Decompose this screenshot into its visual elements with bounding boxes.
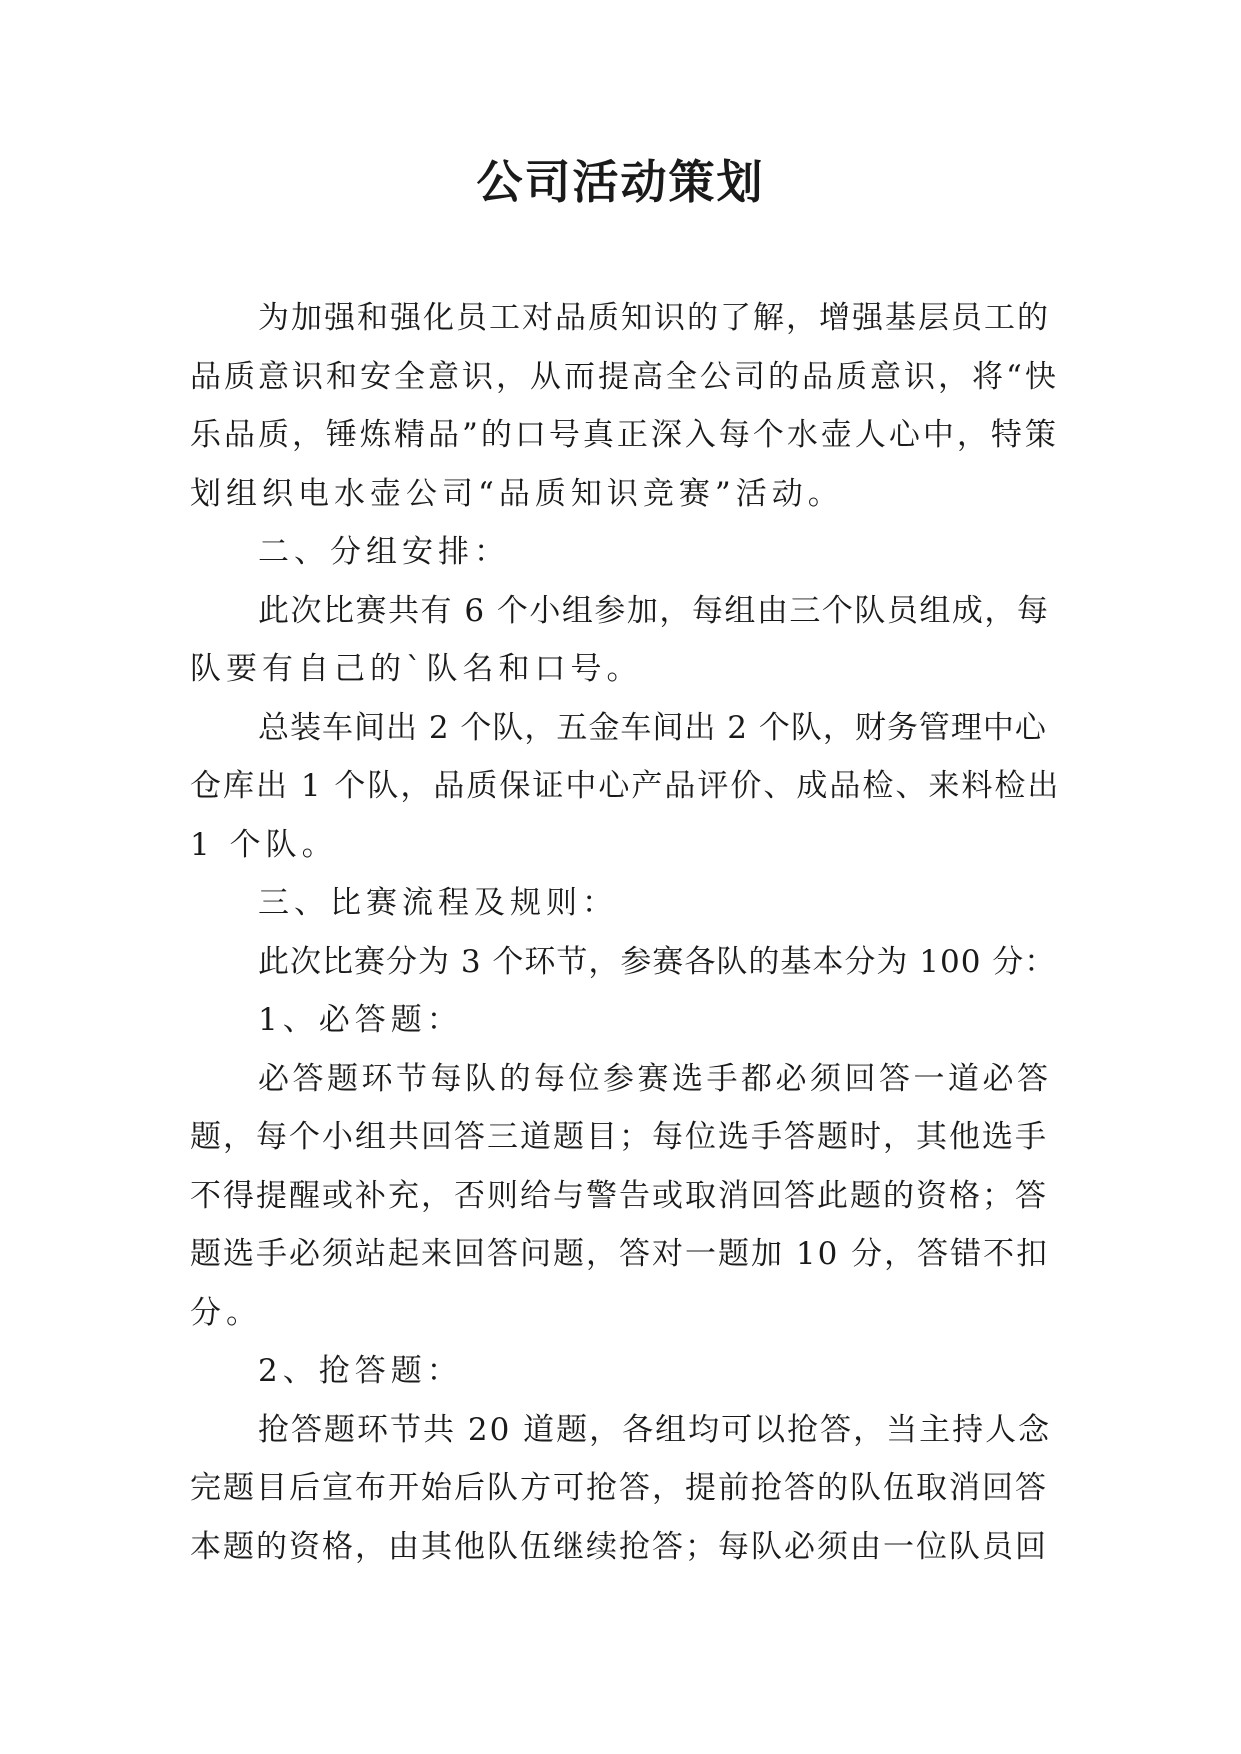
document-title: 公司活动策划 (476, 155, 765, 209)
body-line: 仓库出 1 个队，品质保证中心产品评价、成品检、来料检出 (190, 768, 1061, 804)
body-line: 二、分组安排： (258, 534, 510, 570)
body-line: 1、必答题： (258, 1002, 463, 1038)
body-line: 乐品质，锤炼精品”的口号真正深入每个水壶人心中，特策 (190, 417, 1059, 453)
body-line: 分。 (190, 1294, 262, 1331)
body-line: 品质意识和安全意识，从而提高全公司的品质意识，将“快 (190, 358, 1059, 395)
body-line: 此次比赛共有 6 个小组参加，每组由三个队员组成，每 (258, 592, 1050, 629)
body-line: 队要有自己的`队名和口号。 (190, 651, 643, 687)
body-line: 本题的资格，由其他队伍继续抢答；每队必须由一位队员回 (190, 1528, 1048, 1565)
body-line: 完题目后宣布开始后队方可抢答，提前抢答的队伍取消回答 (190, 1470, 1048, 1506)
body-line: 题，每个小组共回答三道题目；每位选手答题时，其他选手 (190, 1119, 1048, 1155)
document-body (190, 288, 1060, 1575)
body-line: 必答题环节每队的每位参赛选手都必须回答一道必答 (258, 1060, 1052, 1097)
body-line: 不得提醒或补充，否则给与警告或取消回答此题的资格；答 (190, 1177, 1048, 1214)
body-line: 为加强和强化员工对品质知识的了解，增强基层员工的 (258, 300, 1050, 336)
body-line: 此次比赛分为 3 个环节，参赛各队的基本分为 100 分： (258, 943, 1057, 980)
body-line: 总装车间出 2 个队，五金车间出 2 个队，财务管理中心 (258, 709, 1047, 746)
body-line: 1 个队。 (190, 826, 338, 863)
body-line: 抢答题环节共 20 道题，各组均可以抢答，当主持人念 (258, 1411, 1052, 1448)
body-line: 2、抢答题： (258, 1353, 463, 1389)
body-line: 划组织电水壶公司“品质知识竞赛”活动。 (190, 475, 844, 512)
body-line: 题选手必须站起来回答问题，答对一题加 10 分，答错不扣 (190, 1236, 1050, 1272)
body-line: 三、比赛流程及规则： (258, 885, 618, 921)
